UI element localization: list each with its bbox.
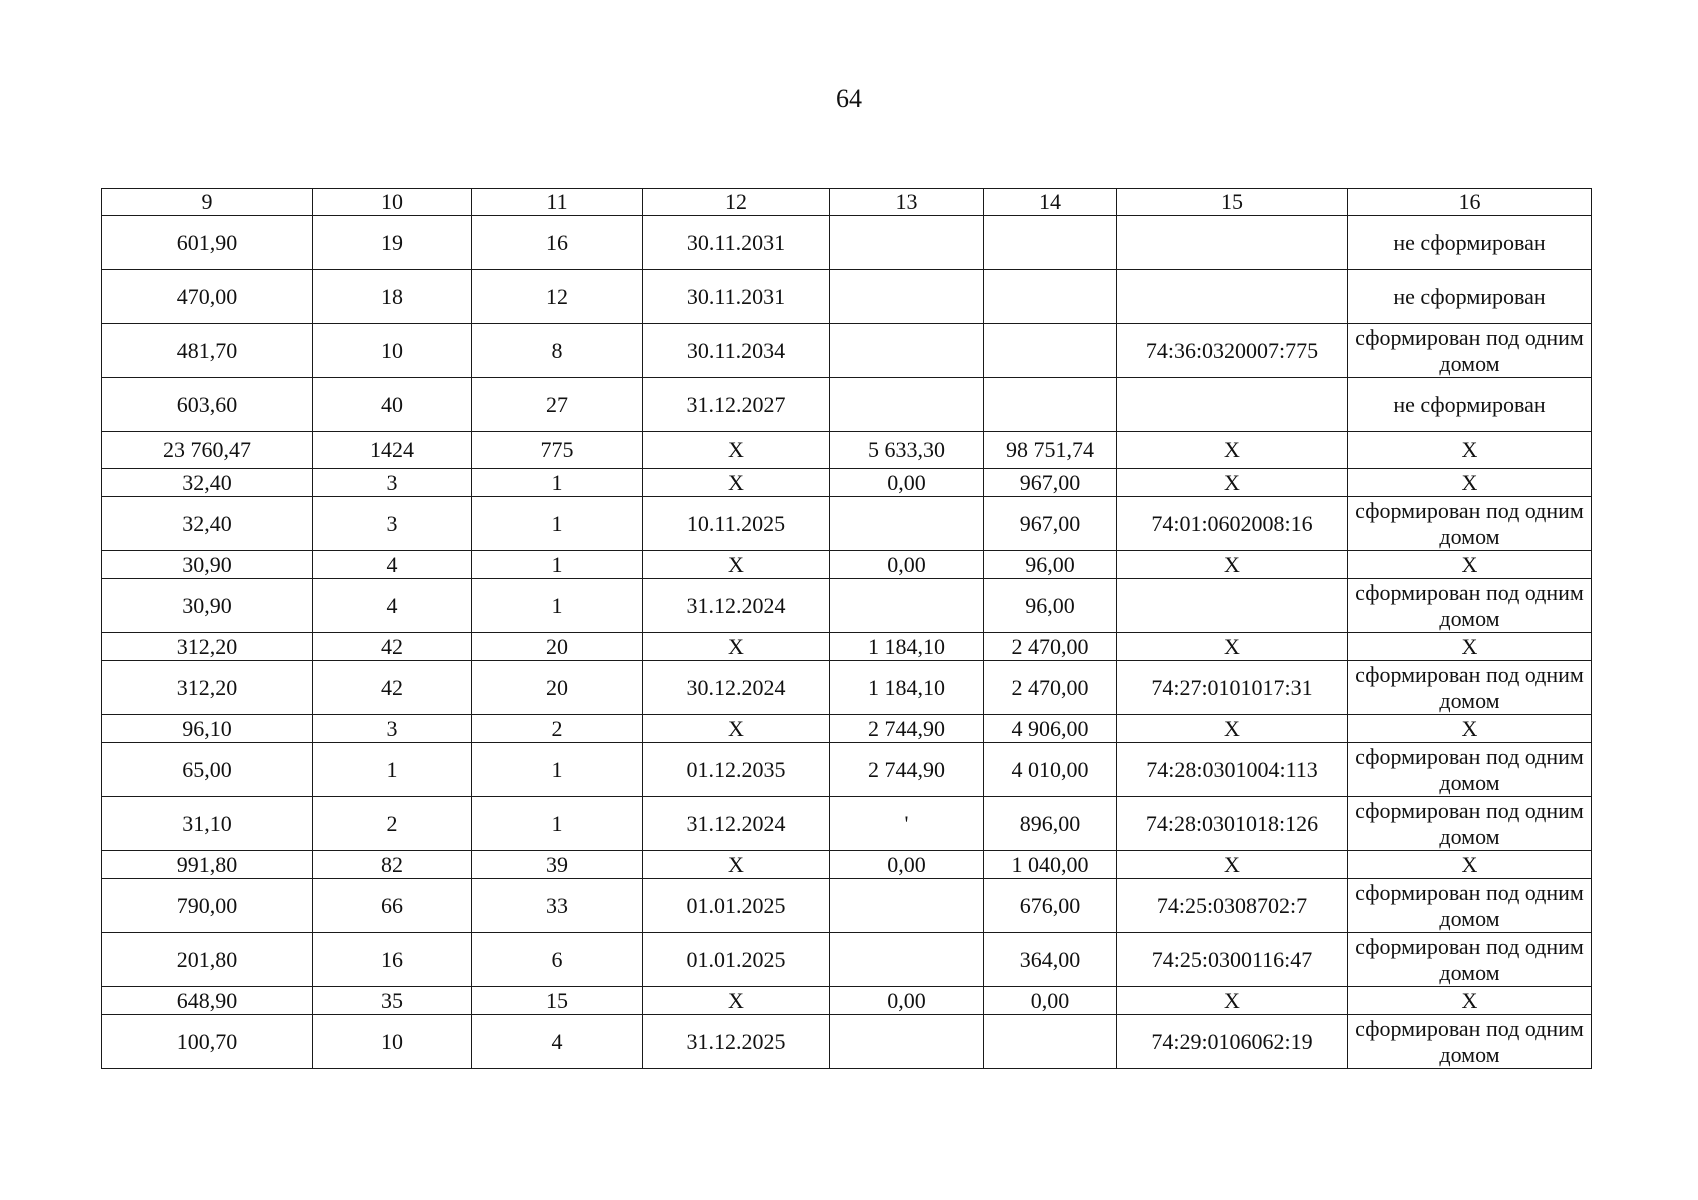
table-cell: 74:25:0300116:47 (1117, 933, 1348, 987)
table-cell: 1 (472, 551, 643, 579)
table-cell: 2 744,90 (830, 743, 984, 797)
table-cell: X (643, 987, 830, 1015)
table-cell: 42 (313, 633, 472, 661)
table-cell: 35 (313, 987, 472, 1015)
table-cell: 30,90 (102, 579, 313, 633)
column-header: 12 (643, 189, 830, 216)
table-cell: 601,90 (102, 216, 313, 270)
table-cell: 10 (313, 324, 472, 378)
table-cell: X (643, 469, 830, 497)
table-cell: 31.12.2025 (643, 1015, 830, 1069)
table-cell: 74:27:0101017:31 (1117, 661, 1348, 715)
table-cell: 1 (472, 579, 643, 633)
table-cell: 65,00 (102, 743, 313, 797)
table-row (102, 216, 1592, 270)
table-cell: сформирован под одним домом (1348, 879, 1592, 933)
table-cell: X (1348, 633, 1592, 661)
table-cell: сформирован под одним домом (1348, 497, 1592, 551)
table-cell: 4 (313, 579, 472, 633)
table-cell: 31.12.2024 (643, 797, 830, 851)
column-header: 16 (1348, 189, 1592, 216)
table-cell: 1 (472, 797, 643, 851)
table-cell: 312,20 (102, 661, 313, 715)
column-header: 10 (313, 189, 472, 216)
table-row (102, 378, 1592, 432)
table-cell: 74:36:0320007:775 (1117, 324, 1348, 378)
table-cell (830, 378, 984, 432)
table-cell: 30,90 (102, 551, 313, 579)
column-header: 14 (984, 189, 1117, 216)
table-row (102, 551, 1592, 579)
table-cell: 1 (472, 497, 643, 551)
table-cell: X (643, 633, 830, 661)
table-cell: 98 751,74 (984, 432, 1117, 469)
table-cell: 10 (313, 1015, 472, 1069)
column-header: 11 (472, 189, 643, 216)
table-cell: 0,00 (830, 851, 984, 879)
table-row (102, 497, 1592, 551)
table-cell: не сформирован (1348, 270, 1592, 324)
table-cell: сформирован под одним домом (1348, 743, 1592, 797)
table-row (102, 797, 1592, 851)
table-cell: 20 (472, 633, 643, 661)
table-row (102, 851, 1592, 879)
table-cell: 1 184,10 (830, 661, 984, 715)
table-cell: 6 (472, 933, 643, 987)
table-cell (830, 933, 984, 987)
table-cell (830, 270, 984, 324)
table-cell: X (1117, 851, 1348, 879)
table-cell: 312,20 (102, 633, 313, 661)
column-header: 15 (1117, 189, 1348, 216)
table-cell: 790,00 (102, 879, 313, 933)
table-cell: 5 633,30 (830, 432, 984, 469)
table-cell: X (643, 851, 830, 879)
table-row (102, 743, 1592, 797)
table-cell: X (1117, 715, 1348, 743)
table-cell: сформирован под одним домом (1348, 324, 1592, 378)
table-cell: 33 (472, 879, 643, 933)
table-cell: не сформирован (1348, 216, 1592, 270)
table-cell: 31,10 (102, 797, 313, 851)
table-cell (984, 270, 1117, 324)
table-cell: 96,00 (984, 551, 1117, 579)
table-cell (984, 216, 1117, 270)
table-cell: 31.12.2027 (643, 378, 830, 432)
column-header: 9 (102, 189, 313, 216)
table-cell: 4 906,00 (984, 715, 1117, 743)
table-cell: не сформирован (1348, 378, 1592, 432)
table-cell: 30.11.2031 (643, 270, 830, 324)
table-cell: 19 (313, 216, 472, 270)
table-cell: сформирован под одним домом (1348, 933, 1592, 987)
table-cell (1117, 579, 1348, 633)
table-cell: сформирован под одним домом (1348, 661, 1592, 715)
table-row (102, 432, 1592, 469)
table-cell (984, 324, 1117, 378)
table-cell: 2 744,90 (830, 715, 984, 743)
table-cell: 01.12.2035 (643, 743, 830, 797)
table-cell: 3 (313, 497, 472, 551)
table-cell: 603,60 (102, 378, 313, 432)
table-cell (830, 579, 984, 633)
table-cell: 31.12.2024 (643, 579, 830, 633)
table-row (102, 469, 1592, 497)
table-cell (830, 497, 984, 551)
table-cell: 1 040,00 (984, 851, 1117, 879)
table-cell: 66 (313, 879, 472, 933)
column-header: 13 (830, 189, 984, 216)
table-cell: 2 (472, 715, 643, 743)
table-cell: 0,00 (830, 551, 984, 579)
table-cell: X (1348, 715, 1592, 743)
table-row (102, 579, 1592, 633)
table-cell: 23 760,47 (102, 432, 313, 469)
table-cell: 4 (472, 1015, 643, 1069)
table-cell (1117, 270, 1348, 324)
table-cell: 0,00 (830, 987, 984, 1015)
table-row (102, 987, 1592, 1015)
table-cell: 481,70 (102, 324, 313, 378)
table-cell: ' (830, 797, 984, 851)
table-cell: 30.11.2034 (643, 324, 830, 378)
table-cell: X (1117, 551, 1348, 579)
table-cell: сформирован под одним домом (1348, 579, 1592, 633)
table-cell (830, 324, 984, 378)
table-cell: 0,00 (830, 469, 984, 497)
table-cell: 967,00 (984, 497, 1117, 551)
table-header-row (102, 189, 1592, 216)
table-cell: X (1117, 633, 1348, 661)
table-cell (830, 879, 984, 933)
table-cell: X (1348, 469, 1592, 497)
table-cell: 01.01.2025 (643, 933, 830, 987)
table-cell: 8 (472, 324, 643, 378)
table-cell: 364,00 (984, 933, 1117, 987)
table-cell: сформирован под одним домом (1348, 1015, 1592, 1069)
table-cell: 1 (472, 743, 643, 797)
table-cell: 967,00 (984, 469, 1117, 497)
table-cell: 16 (313, 933, 472, 987)
table-cell: 2 470,00 (984, 661, 1117, 715)
table-cell: X (643, 715, 830, 743)
table-row (102, 633, 1592, 661)
table-cell: 648,90 (102, 987, 313, 1015)
table-cell: X (643, 551, 830, 579)
table-cell: 4 (313, 551, 472, 579)
table-cell: 32,40 (102, 497, 313, 551)
page-number: 64 (836, 84, 862, 113)
table-cell: 27 (472, 378, 643, 432)
table-cell: 74:28:0301018:126 (1117, 797, 1348, 851)
table-cell: 0,00 (984, 987, 1117, 1015)
table-cell: 96,00 (984, 579, 1117, 633)
table-cell: 896,00 (984, 797, 1117, 851)
table-cell: 676,00 (984, 879, 1117, 933)
table-cell: 82 (313, 851, 472, 879)
table-cell: 1 (313, 743, 472, 797)
table-row (102, 1015, 1592, 1069)
table-row (102, 324, 1592, 378)
table-cell: 42 (313, 661, 472, 715)
table-cell: 1 (472, 469, 643, 497)
table-cell (830, 1015, 984, 1069)
data-table (101, 188, 1592, 1069)
table-cell: X (1117, 432, 1348, 469)
table-row (102, 933, 1592, 987)
table-cell: 775 (472, 432, 643, 469)
table-cell: 74:01:0602008:16 (1117, 497, 1348, 551)
table-cell: 30.12.2024 (643, 661, 830, 715)
table-row (102, 715, 1592, 743)
table-cell: 30.11.2031 (643, 216, 830, 270)
table-cell: 3 (313, 469, 472, 497)
table-cell: X (1348, 551, 1592, 579)
table-cell: 15 (472, 987, 643, 1015)
table-cell: 1424 (313, 432, 472, 469)
table-cell: X (1348, 987, 1592, 1015)
table-cell: 39 (472, 851, 643, 879)
table-row (102, 270, 1592, 324)
table-cell: 991,80 (102, 851, 313, 879)
table-cell: 96,10 (102, 715, 313, 743)
table-cell: 2 (313, 797, 472, 851)
table-cell: 40 (313, 378, 472, 432)
table-cell: 1 184,10 (830, 633, 984, 661)
table-cell: 01.01.2025 (643, 879, 830, 933)
table-cell: X (1348, 851, 1592, 879)
table-cell: 74:29:0106062:19 (1117, 1015, 1348, 1069)
table-cell: 201,80 (102, 933, 313, 987)
table-cell (984, 378, 1117, 432)
table-cell: 74:28:0301004:113 (1117, 743, 1348, 797)
table-cell (1117, 378, 1348, 432)
table-cell: 20 (472, 661, 643, 715)
table-cell: 470,00 (102, 270, 313, 324)
table-cell: сформирован под одним домом (1348, 797, 1592, 851)
table-cell: 3 (313, 715, 472, 743)
table-cell: 4 010,00 (984, 743, 1117, 797)
table-cell: 32,40 (102, 469, 313, 497)
table-cell: 12 (472, 270, 643, 324)
table-cell: X (1348, 432, 1592, 469)
table-cell: 18 (313, 270, 472, 324)
table-cell: 2 470,00 (984, 633, 1117, 661)
table-cell (1117, 216, 1348, 270)
table-row (102, 661, 1592, 715)
table-cell: 16 (472, 216, 643, 270)
table-cell (830, 216, 984, 270)
table-cell: 100,70 (102, 1015, 313, 1069)
table-cell: X (1117, 987, 1348, 1015)
table-body (102, 216, 1592, 1069)
table-cell: X (643, 432, 830, 469)
table-cell: X (1117, 469, 1348, 497)
table-cell (984, 1015, 1117, 1069)
table-cell: 74:25:0308702:7 (1117, 879, 1348, 933)
table-row (102, 879, 1592, 933)
table-cell: 10.11.2025 (643, 497, 830, 551)
